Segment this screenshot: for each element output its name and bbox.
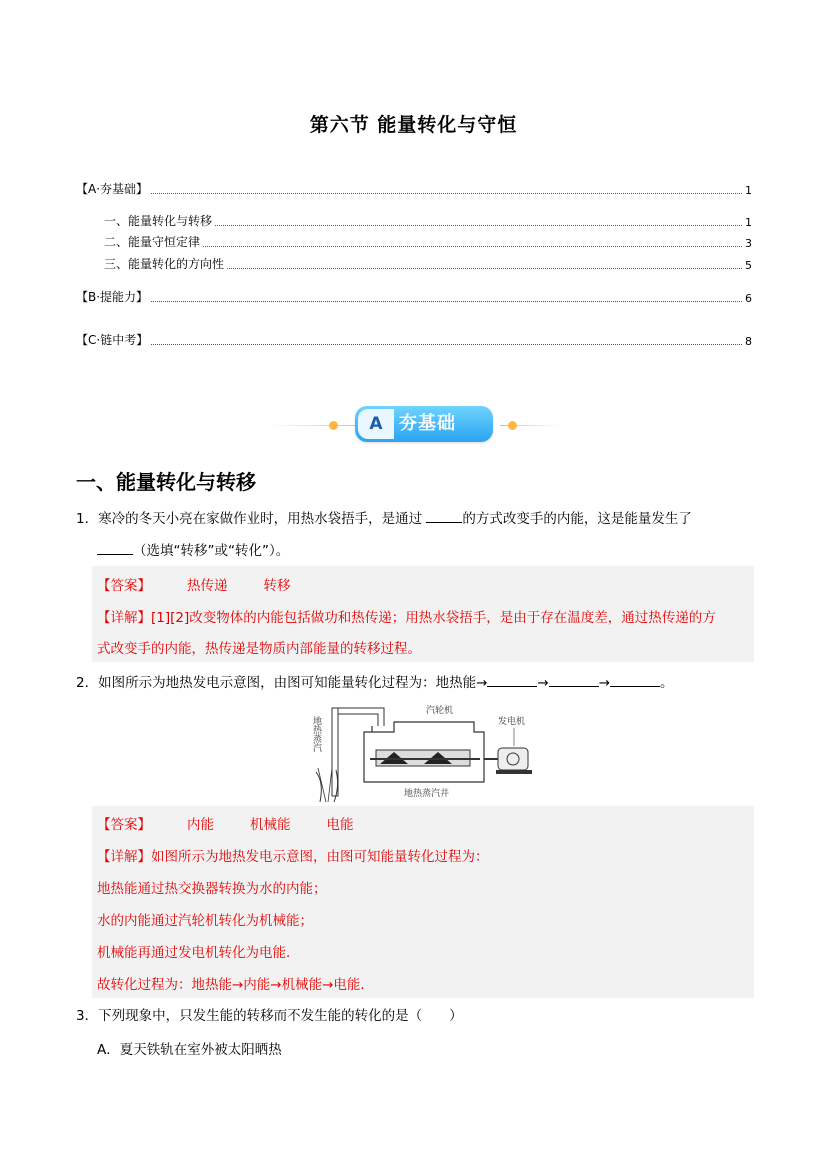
q2-detail-line-5: 故转化过程为：地热能→内能→机械能→电能． <box>97 977 374 993</box>
q1-text-b: 的方式改变手的内能，这是能量发生了 <box>462 511 692 527</box>
toc-label: 一、能量转化与转移 <box>104 214 213 228</box>
diagram-label-generator: 发电机 <box>498 717 526 727</box>
toc-leader <box>227 268 742 269</box>
answer-label: 【答案】 <box>97 578 151 594</box>
section-heading: 一、能量转化与转移 <box>76 470 256 494</box>
q2-detail-line-2: 地热能通过热交换器转换为水的内能； <box>97 881 327 897</box>
banner-letter: A <box>358 409 394 439</box>
question-3: 3．下列现象中，只发生能的转移而不发生能的转化的是（ ） <box>76 1008 463 1024</box>
geothermal-diagram <box>311 702 544 804</box>
toc-leader <box>151 344 742 345</box>
toc-page: 1 <box>745 184 752 197</box>
toc-item-2[interactable] <box>104 233 752 250</box>
question-1-line-1 <box>76 508 692 529</box>
q1-detail-line-1 <box>97 606 716 626</box>
q1-blank-2[interactable] <box>97 540 133 555</box>
page-title: 第六节 能量转化与守恒 <box>309 114 518 136</box>
q2-detail-line-3: 水的内能通过汽轮机转化为机械能； <box>97 913 313 929</box>
q2-detail-text-1: 如图所示为地热发电示意图，由图可知能量转化过程为： <box>151 849 489 865</box>
banner-line-left <box>270 425 362 426</box>
q1-answer-2: 转移 <box>263 578 291 594</box>
toc-page: 8 <box>745 335 752 348</box>
diagram-label-steam <box>311 715 322 753</box>
q1-answer <box>97 574 291 594</box>
banner-pill <box>355 406 493 442</box>
detail-label: 【详解】 <box>97 849 151 865</box>
q2-blank-2[interactable] <box>549 672 599 687</box>
toc-label: 三、能量转化的方向性 <box>104 257 225 271</box>
banner-dot-right <box>508 421 517 430</box>
q2-detail-line-4: 机械能再通过发电机转化为电能． <box>97 945 300 961</box>
q2-detail-line-1 <box>97 845 489 865</box>
question-1-line-2 <box>97 540 289 561</box>
banner-dot-left <box>329 421 338 430</box>
toc-leader <box>203 246 742 247</box>
detail-label: 【详解】 <box>97 610 151 626</box>
q2-text: 2．如图所示为地热发电示意图，由图可知能量转化过程为：地热能→ <box>76 675 488 691</box>
toc-item-1[interactable] <box>104 212 752 229</box>
toc-leader <box>151 301 742 302</box>
q1-answer-1: 热传递 <box>187 578 228 594</box>
diagram-label-turbine: 汽轮机 <box>426 706 454 716</box>
q2-answer-3: 电能 <box>326 817 354 833</box>
toc-page: 1 <box>745 216 752 229</box>
q2-blank-1[interactable] <box>487 672 537 687</box>
toc-leader <box>215 225 742 226</box>
toc-item-c[interactable] <box>76 331 752 348</box>
toc-page: 3 <box>745 237 752 250</box>
toc-label: 【C·链中考】 <box>76 333 149 347</box>
q1-text-c: （选填“转移”或“转化”）。 <box>133 543 290 559</box>
toc-item-a[interactable] <box>76 180 752 197</box>
q2-answer-box <box>92 806 754 998</box>
q2-answer <box>97 813 354 833</box>
toc-label: 二、能量守恒定律 <box>104 235 201 249</box>
diagram-label-steam-text: 地热蒸汽 <box>311 716 321 752</box>
banner-text: 夯基础 <box>399 413 456 434</box>
q2-blank-3[interactable] <box>610 672 660 687</box>
toc-page: 6 <box>745 292 752 305</box>
q2-arrow-2: → <box>598 675 611 691</box>
toc-item-b[interactable] <box>76 288 752 305</box>
q2-answer-2: 机械能 <box>250 817 291 833</box>
toc-leader <box>151 193 742 194</box>
q2-arrow-1: → <box>537 675 549 691</box>
diagram-label-well: 地热蒸汽井 <box>404 789 450 799</box>
q1-detail-line-2: 式改变手的内能，热传递是物质内部能量的转移过程。 <box>97 641 421 657</box>
toc-label: 【A·夯基础】 <box>76 182 149 196</box>
question-2 <box>76 672 674 693</box>
toc-item-3[interactable] <box>104 255 752 272</box>
answer-label: 【答案】 <box>97 817 151 833</box>
toc-label: 【B·提能力】 <box>76 290 149 304</box>
q2-end: 。 <box>660 675 674 691</box>
q3-option-a[interactable]: A．夏天铁轨在室外被太阳晒热 <box>97 1042 282 1058</box>
q1-detail-text-1: [1][2]改变物体的内能包括做功和热传递；用热水袋捂手，是由于存在温度差，通过热传递的方 <box>151 610 716 626</box>
q1-text-a: 1．寒冷的冬天小亮在家做作业时，用热水袋捂手，是通过 <box>76 511 423 527</box>
q1-blank-1[interactable] <box>426 508 462 523</box>
toc-page: 5 <box>745 259 752 272</box>
section-banner <box>255 404 575 444</box>
q2-answer-1: 内能 <box>187 817 214 833</box>
